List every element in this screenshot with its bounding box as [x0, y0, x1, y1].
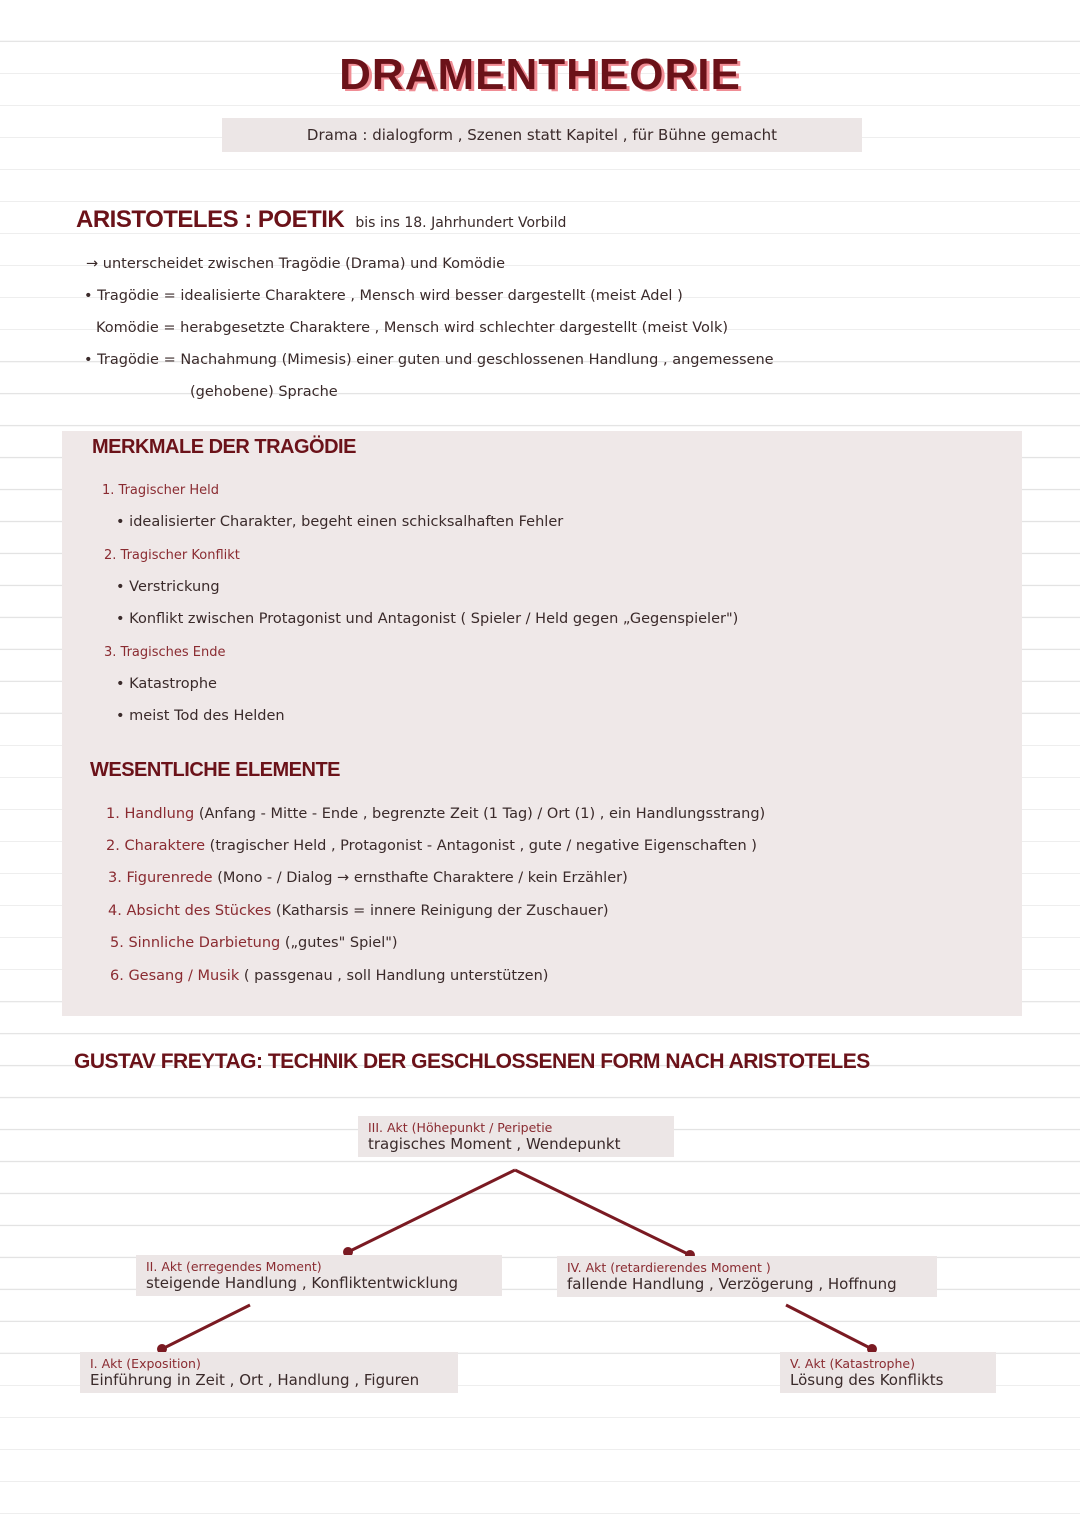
- page-title: DRAMENTHEORIE: [339, 50, 741, 99]
- act-text: steigende Handlung , Konfliktentwicklung: [146, 1274, 459, 1292]
- aristoteles-note: bis ins 18. Jahrhundert Vorbild: [355, 215, 567, 231]
- merkmale-heading: MERKMALE DER TRAGÖDIE: [92, 436, 356, 458]
- act-label: I. Akt (Exposition): [90, 1356, 201, 1371]
- element-text: (Mono - / Dialog → ernsthafte Charaktere / kein Erzähler): [217, 870, 628, 886]
- act-text: fallende Handlung , Verzögerung , Hoffnung: [567, 1275, 897, 1293]
- element-text: ( passgenau , soll Handlung unterstützen): [243, 968, 549, 984]
- element-text: (Katharsis = innere Reinigung der Zuschauer): [275, 903, 609, 919]
- act-label: IV. Akt (retardierendes Moment ): [567, 1260, 771, 1275]
- merkmal-point: • Verstrickung: [116, 579, 220, 595]
- act-label: V. Akt (Katastrophe): [790, 1356, 915, 1371]
- aristoteles-line-2: • Tragödie = idealisierte Charaktere , Mensch wird besser dargestellt (meist Adel ): [84, 288, 683, 304]
- act-4-box: [557, 1256, 937, 1297]
- elemente-heading: WESENTLICHE ELEMENTE: [90, 759, 341, 781]
- connector-line: [515, 1170, 690, 1255]
- act-2-box: [136, 1255, 502, 1296]
- element-label: 6. Gesang / Musik: [110, 968, 240, 984]
- aristoteles-line-1: → unterscheidet zwischen Tragödie (Drama) und Komödie: [86, 256, 506, 272]
- freytag-heading: GUSTAV FREYTAG: TECHNIK DER GESCHLOSSENEN FORM NACH ARISTOTELES: [74, 1050, 870, 1073]
- element-text: („gutes" Spiel"): [284, 935, 398, 951]
- merkmal-title-2: 2. Tragischer Konflikt: [104, 548, 240, 563]
- element-label: 5. Sinnliche Darbietung: [110, 935, 281, 951]
- act-text: tragisches Moment , Wendepunkt: [368, 1135, 621, 1153]
- act-text: Lösung des Konflikts: [790, 1371, 944, 1389]
- merkmal-title-1: 1. Tragischer Held: [102, 483, 220, 498]
- aristoteles-heading: ARISTOTELES : POETIK: [76, 206, 345, 233]
- element-label: 3. Figurenrede: [108, 870, 213, 886]
- merkmal-point: • Konflikt zwischen Protagonist und Antagonist ( Spieler / Held gegen „Gegenspieler"): [116, 611, 739, 627]
- merkmal-title-3: 3. Tragisches Ende: [104, 645, 226, 660]
- merkmal-point: • idealisierter Charakter, begeht einen schicksalhaften Fehler: [116, 514, 564, 530]
- act-3-box: [358, 1116, 674, 1157]
- act-label: III. Akt (Höhepunkt / Peripetie: [368, 1120, 553, 1135]
- connector-line: [786, 1305, 872, 1349]
- act-text: Einführung in Zeit , Ort , Handlung , Figuren: [90, 1371, 420, 1389]
- drama-definition: Drama : dialogform , Szenen statt Kapitel , für Bühne gemacht: [222, 118, 862, 152]
- act-label: II. Akt (erregendes Moment): [146, 1259, 322, 1274]
- aristoteles-line-3: Komödie = herabgesetzte Charaktere , Mensch wird schlechter dargestellt (meist Volk): [96, 320, 729, 336]
- element-text: (tragischer Held , Protagonist - Antagonist , gute / negative Eigenschaften ): [209, 838, 757, 854]
- aristoteles-line-5: (gehobene) Sprache: [190, 384, 338, 400]
- merkmal-point: • meist Tod des Helden: [116, 708, 285, 724]
- connector-line: [162, 1305, 250, 1349]
- act-1-box: [80, 1352, 458, 1393]
- connector-line: [348, 1170, 515, 1252]
- element-text: (Anfang - Mitte - Ende , begrenzte Zeit (1 Tag) / Ort (1) , ein Handlungsstrang): [198, 806, 766, 822]
- element-label: 1. Handlung: [106, 806, 195, 822]
- element-label: 2. Charaktere: [106, 838, 206, 854]
- merkmal-point: • Katastrophe: [116, 676, 217, 692]
- aristoteles-line-4: • Tragödie = Nachahmung (Mimesis) einer guten und geschlossenen Handlung , angemessene: [84, 352, 774, 368]
- act-5-box: [780, 1352, 996, 1393]
- element-label: 4. Absicht des Stückes: [108, 903, 272, 919]
